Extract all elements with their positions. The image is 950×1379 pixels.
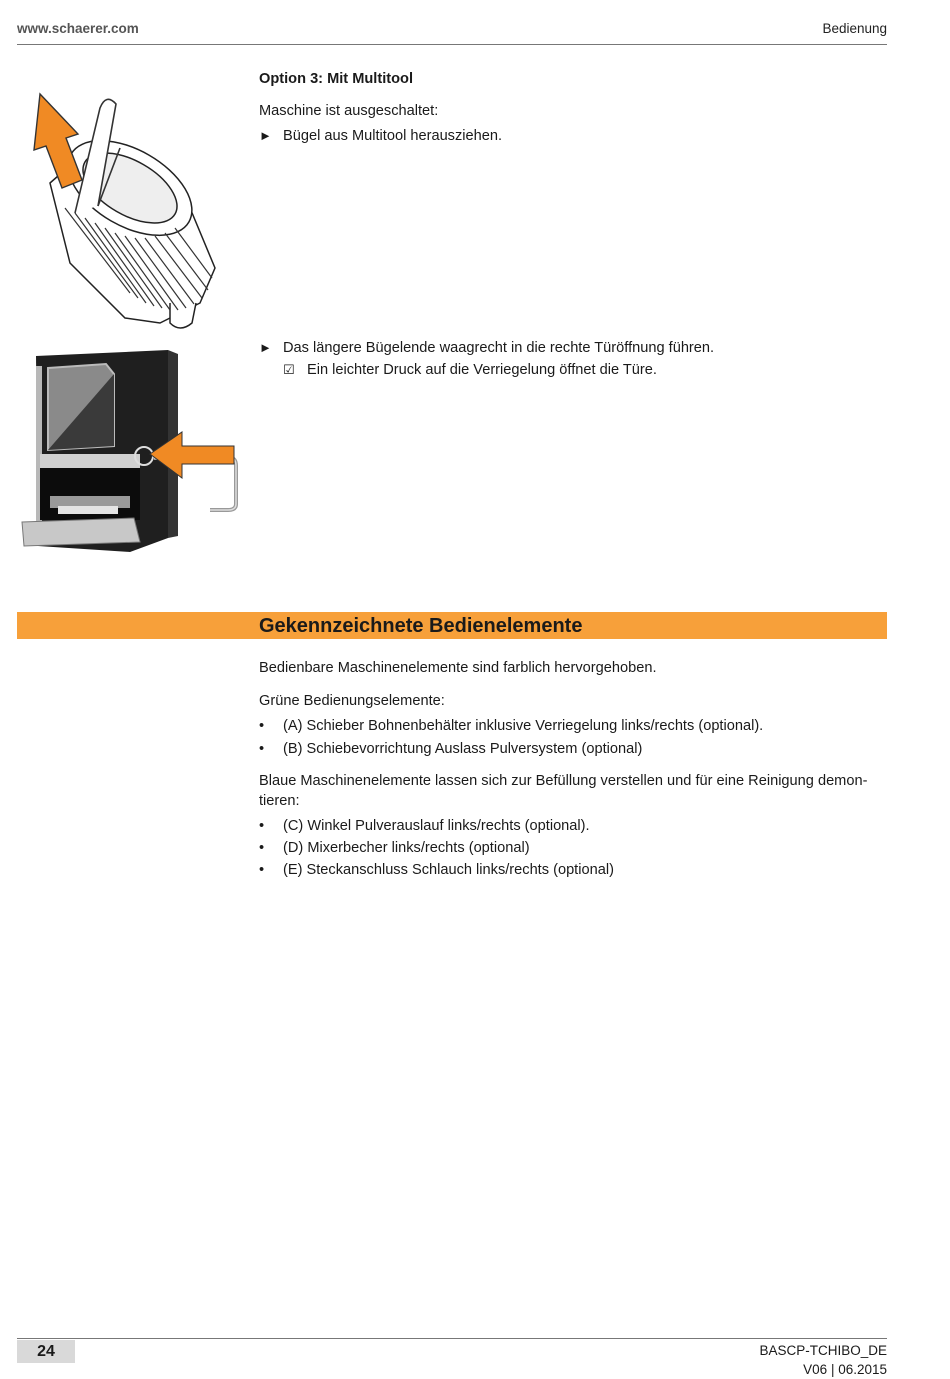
list-item-text: (A) Schieber Bohnenbehälter inklusive Verriegelung links/rechts (optional). [283,718,764,734]
step-arrow-icon: ► [259,340,272,355]
document-id [759,1341,887,1379]
bullet-icon: • [259,862,265,878]
document-version: V06 | 06.2015 [803,1362,887,1377]
multitool-illustration [20,88,220,330]
list-item [259,816,590,836]
step-arrow-icon: ► [259,128,272,143]
section-intro: Bedienbare Maschinenelemente sind farblich hervorgehoben. [259,660,657,676]
section-title: Gekennzeichnete Bedienelemente [259,615,583,637]
step-2-result [283,360,657,380]
document-code: BASCP-TCHIBO_DE [759,1343,887,1358]
step-2-result-text: Ein leichter Druck auf die Verriegelung öffnet die Türe. [307,362,657,378]
blue-elements-heading [259,771,867,811]
step-1-text: Bügel aus Multitool herausziehen. [283,128,503,144]
list-item-text: (C) Winkel Pulverauslauf links/rechts (optional). [283,818,590,834]
list-item [259,739,642,759]
list-item [259,838,530,858]
list-item-text: (E) Steckanschluss Schlauch links/rechts (optional) [283,862,614,878]
header-website: www.schaerer.com [17,21,139,36]
list-item [259,860,614,880]
step-2-text: Das längere Bügelende waagrecht in die rechte Türöffnung führen. [283,340,715,356]
green-elements-heading: Grüne Bedienungselemente: [259,693,445,709]
header-section-name: Bedienung [822,21,887,36]
precondition-text: Maschine ist ausgeschaltet: [259,103,439,119]
option-title: Option 3: Mit Multitool [259,71,414,87]
checkbox-checked-icon: ☑ [283,362,295,377]
page-number: 24 [37,1343,55,1360]
bullet-icon: • [259,818,265,834]
footer-rule [17,1338,887,1339]
bullet-icon: • [259,840,265,856]
list-item [259,716,763,736]
bullet-icon: • [259,718,265,734]
bullet-icon: • [259,741,265,757]
blue-heading-line-2: tieren: [259,793,300,809]
step-1 [259,126,502,146]
list-item-text: (B) Schiebevorrichtung Auslass Pulversystem (optional) [283,741,643,757]
step-2 [259,338,714,358]
blue-heading-line-1: Blaue Maschinenelemente lassen sich zur Befüllung verstellen und für eine Reinigung demon- [259,773,868,789]
header-rule [17,44,887,45]
list-item-text: (D) Mixerbecher links/rechts (optional) [283,840,530,856]
coffee-machine-illustration [18,346,240,558]
